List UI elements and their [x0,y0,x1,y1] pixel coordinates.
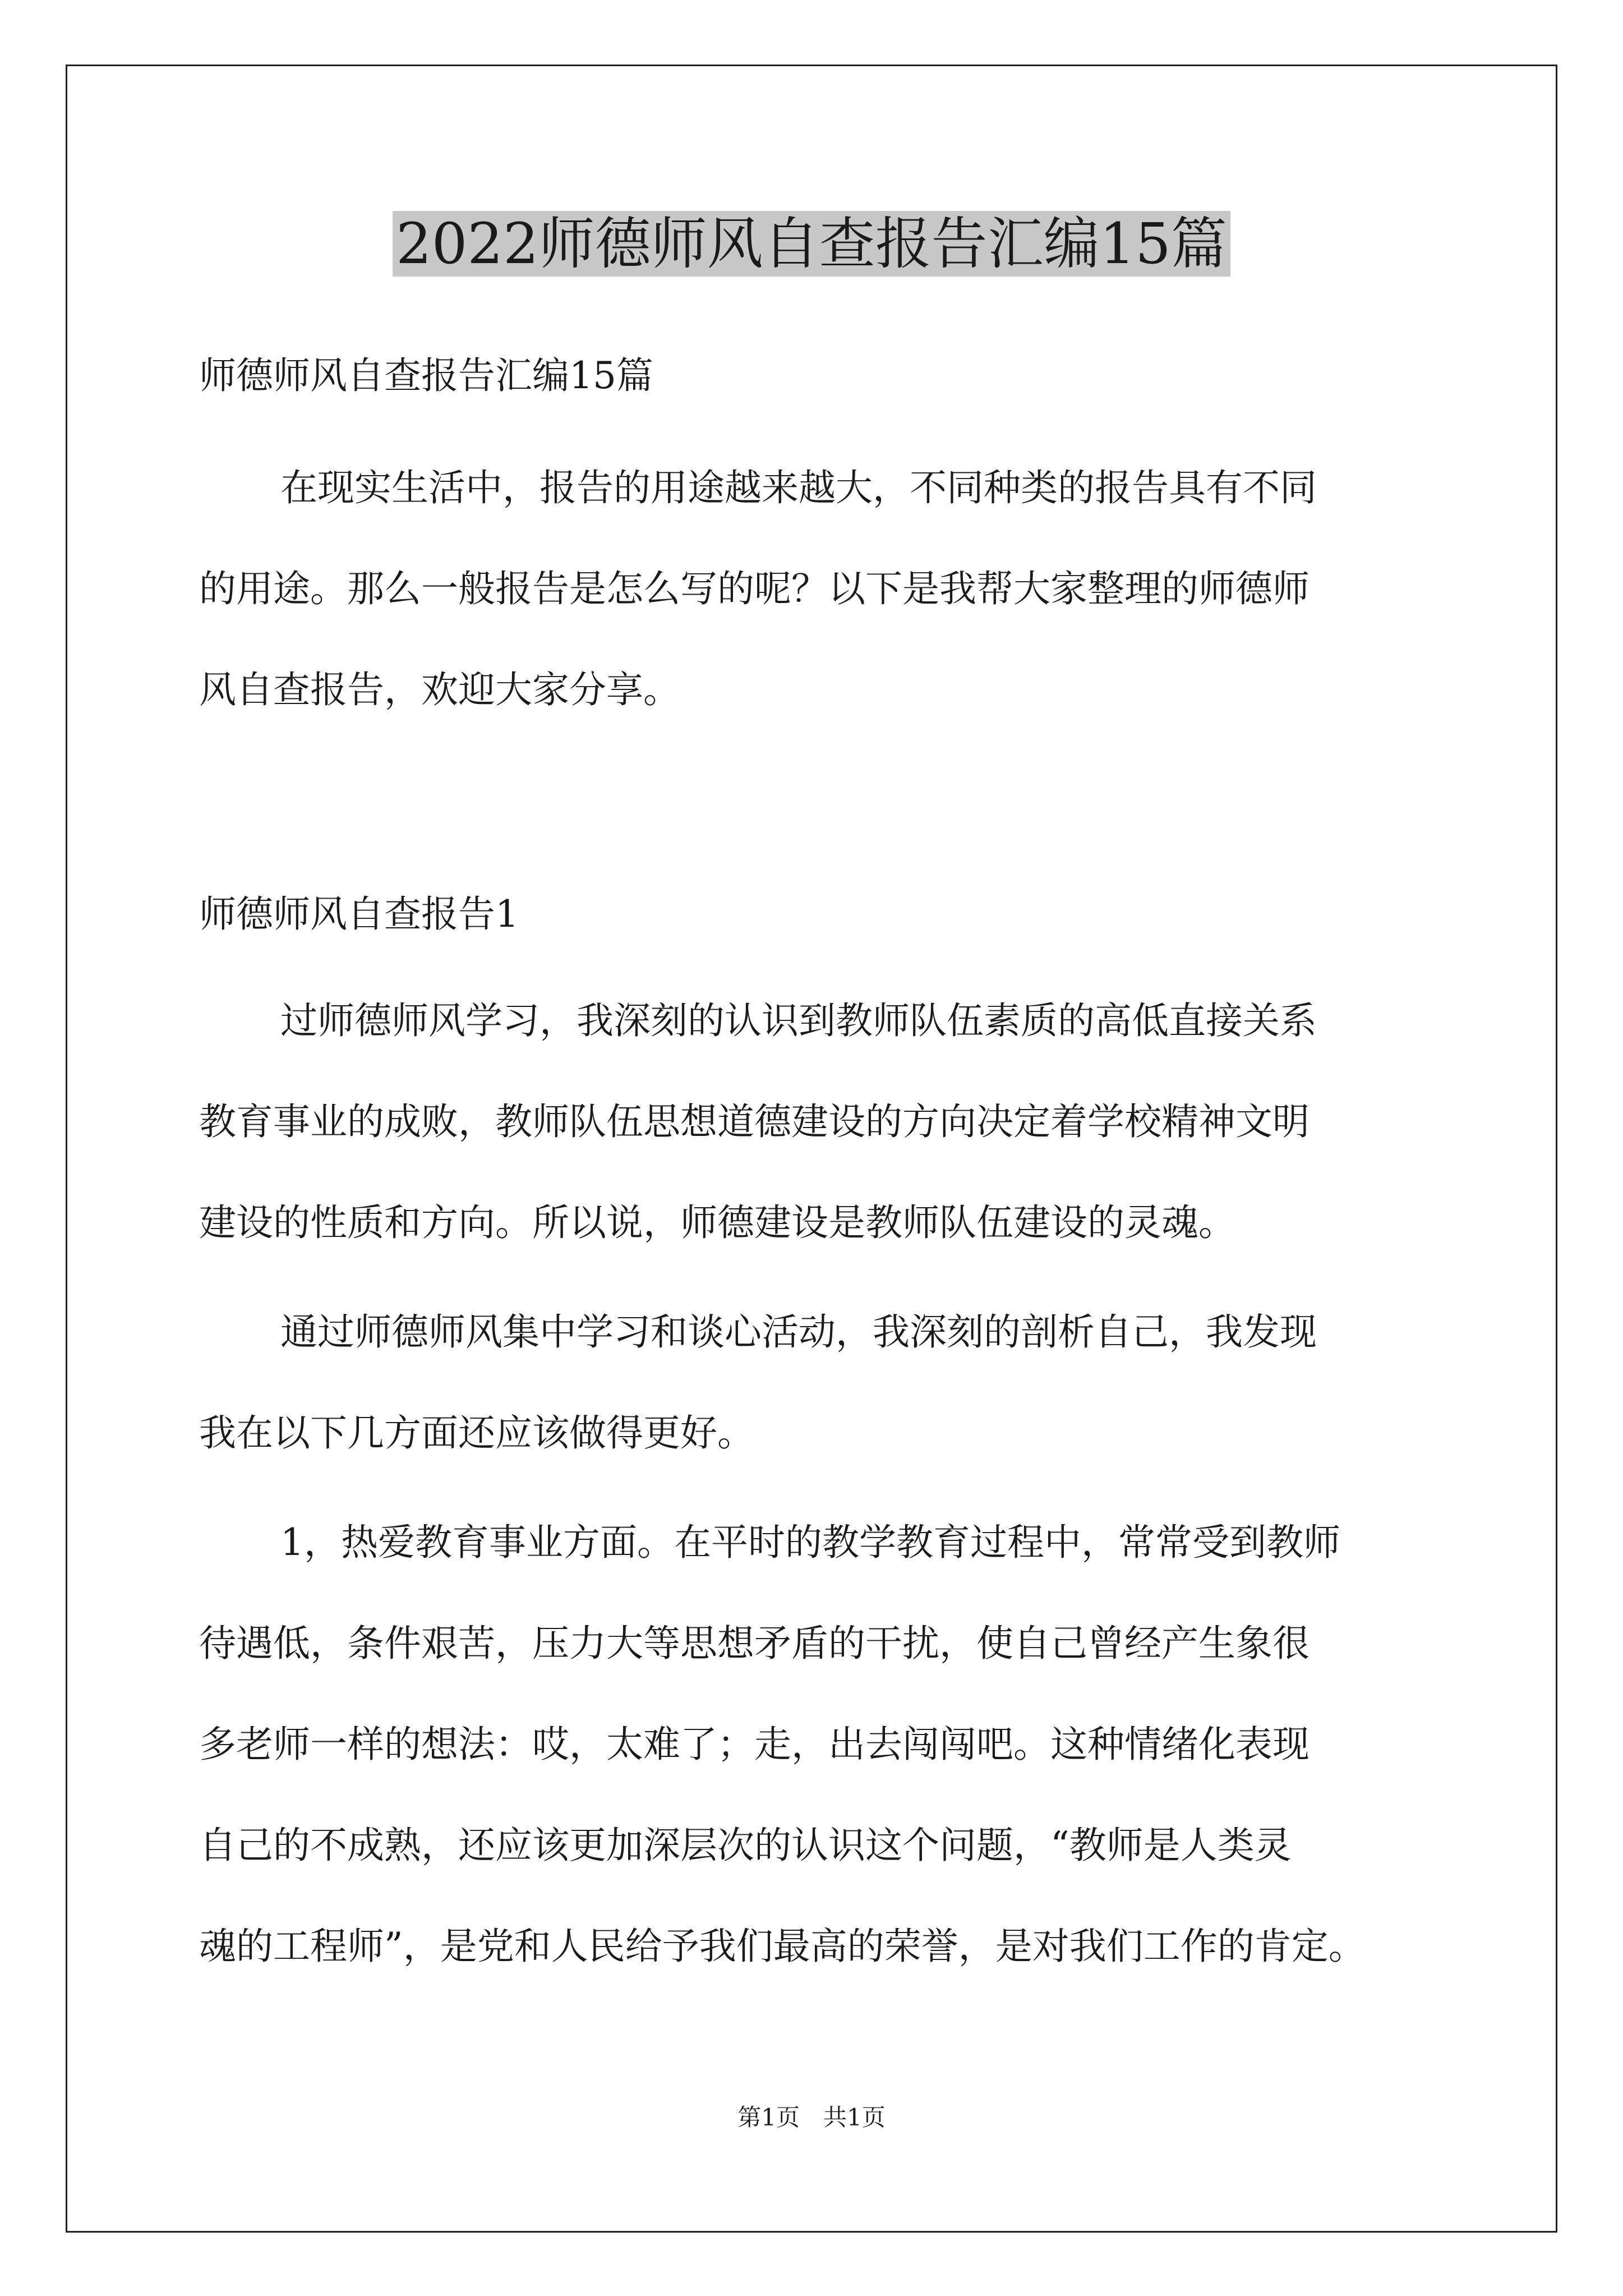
document-title-text: 2022师德师风自查报告汇编15篇 [393,211,1230,277]
intro-line-1: 在现实生活中，报告的用途越来越大，不同种类的报告具有不同 [280,466,1317,509]
section1-para3-line-2: 待遇低，条件艰苦，压力大等思想矛盾的干扰，使自己曾经产生象很 [199,1622,1310,1665]
document-subtitle: 师德师风自查报告汇编15篇 [199,354,653,397]
section-heading-1: 师德师风自查报告1 [199,892,519,936]
section1-para2-line-2: 我在以下几方面还应该做得更好。 [199,1411,754,1455]
page-footer: 第1页 共1页 [737,2104,886,2131]
section1-para1-line-1: 过师德师风学习，我深刻的认识到教师队伍素质的高低直接关系 [280,999,1317,1042]
document-title [0,208,1623,280]
section1-para1-line-3: 建设的性质和方向。所以说，师德建设是教师队伍建设的灵魂。 [199,1201,1235,1244]
section1-para2-line-1: 通过师德师风集中学习和谈心活动，我深刻的剖析自己，我发现 [280,1310,1317,1354]
section1-para3-line-5: 魂的工程师”，是党和人民给予我们最高的荣誉，是对我们工作的肯定。 [199,1925,1366,1968]
section1-para3-line-1: 1，热爱教育事业方面。在平时的教学教育过程中，常常受到教师 [280,1521,1340,1564]
section1-para1-line-2: 教育事业的成败，教师队伍思想道德建设的方向决定着学校精神文明 [199,1100,1310,1143]
intro-line-3: 风自查报告，欢迎大家分享。 [199,668,680,711]
section1-para3-line-4: 自己的不成熟，还应该更加深层次的认识这个问题，“教师是人类灵 [199,1824,1292,1867]
section1-para3-line-3: 多老师一样的想法：哎，太难了；走，出去闯闯吧。这种情绪化表现 [199,1723,1310,1766]
intro-line-2: 的用途。那么一般报告是怎么写的呢？以下是我帮大家整理的师德师 [199,567,1310,610]
